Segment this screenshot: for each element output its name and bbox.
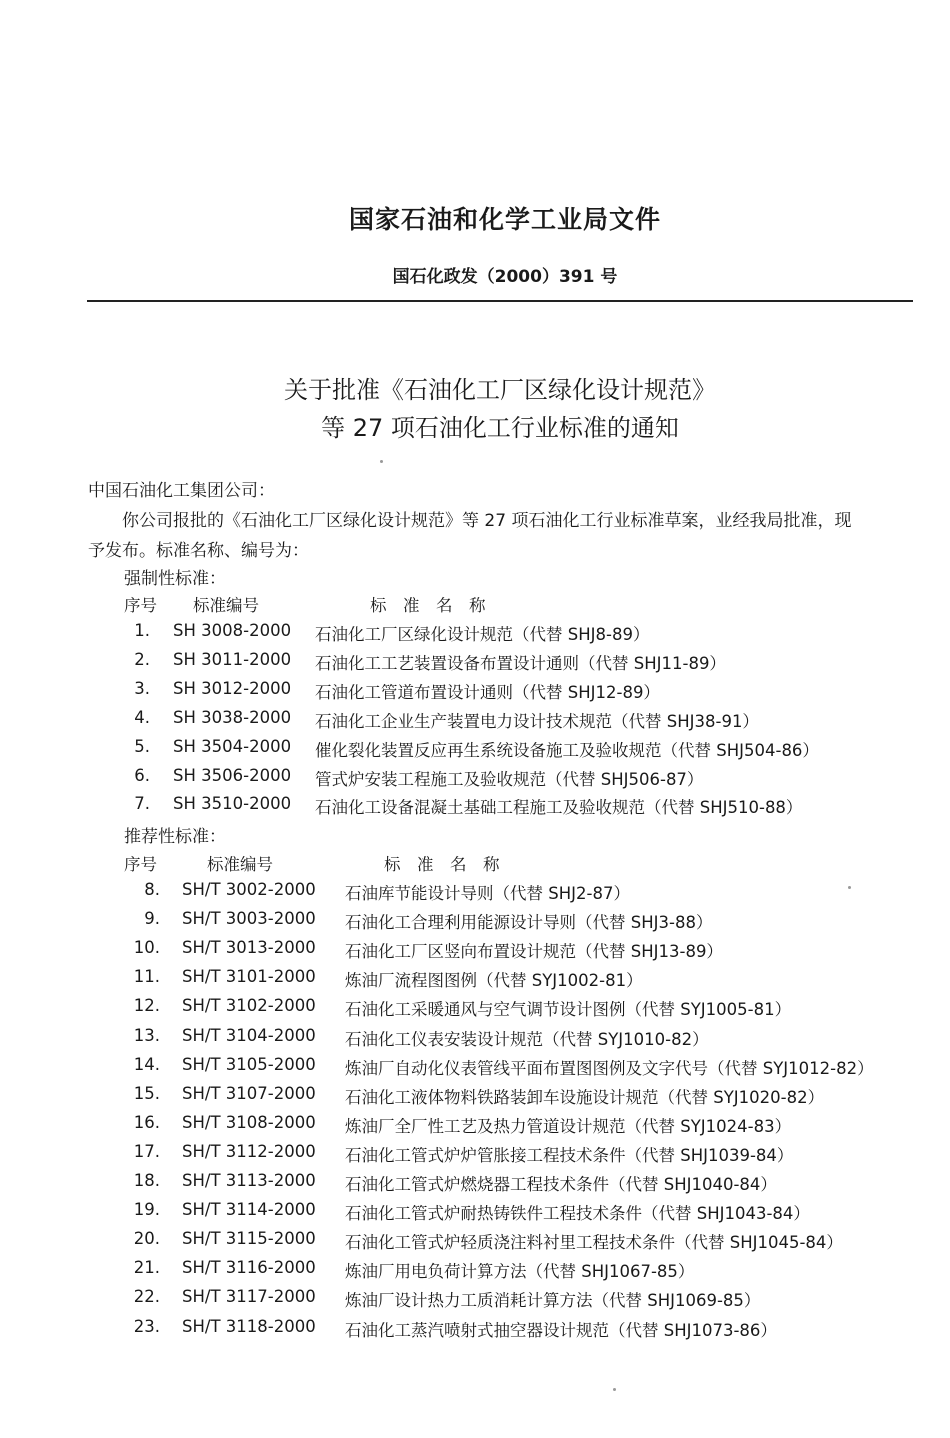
row-number: 14. [133,1054,160,1074]
standard-name: 石油化工管式炉燃烧器工程技术条件（代替 SHJ1040-84） [345,1175,777,1194]
row-number: 19. [133,1200,160,1220]
table-row [0,737,950,761]
table-row [0,1317,950,1341]
table-row [0,1171,950,1195]
standard-code: SH/T 3013-2000 [182,938,316,958]
standard-name: 石油化工采暖通风与空气调节设计图例（代替 SYJ1005-81） [345,1000,792,1020]
table-row [0,650,950,674]
standard-code: SH/T 3102-2000 [182,996,316,1016]
table-row [0,1142,950,1166]
standard-code: SH/T 3003-2000 [182,909,316,929]
standard-name: 炼油厂自动化仪表管线平面布置图图例及文字代号（代替 SYJ1012-82） [345,1058,874,1078]
standard-code: SH/T 3116-2000 [182,1258,316,1278]
col-header-code: 标准编号 [193,596,259,615]
row-number: 20. [133,1229,160,1249]
row-number: 5. [134,736,150,756]
table-row [0,794,950,818]
row-number: 18. [133,1171,160,1190]
row-number: 10. [133,938,160,958]
table-row [0,938,950,962]
row-number: 11. [133,967,160,987]
standard-name: 催化裂化装置反应再生系统设备施工及验收规范（代替 SHJ504-86） [315,740,819,760]
standard-name: 炼油厂用电负荷计算方法（代替 SHJ1067-85） [345,1262,695,1282]
row-number: 13. [133,1025,160,1045]
row-number: 21. [133,1258,160,1278]
row-number: 23. [133,1316,160,1336]
standard-name: 石油化工工艺装置设备布置设计通则（代替 SHJ11-89） [315,653,726,673]
col-header-no: 序号 [124,596,157,615]
col-header-no: 序号 [124,855,157,874]
document-number: 国石化政发（2000）391 号 [392,267,618,287]
table-row [0,1113,950,1137]
scan-speck [613,1388,616,1391]
row-number: 9. [144,909,160,929]
standard-name: 管式炉安装工程施工及验收规范（代替 SHJ506-87） [315,769,704,789]
table-row [0,967,950,991]
scan-speck [848,886,851,889]
row-number: 17. [133,1141,160,1161]
standard-name: 石油化工管式炉耐热铸铁件工程技术条件（代替 SHJ1043-84） [345,1204,810,1224]
standard-name: 石油化工仪表安装设计规范（代替 SYJ1010-82） [345,1029,709,1049]
standard-code: SH 3012-2000 [173,678,292,698]
standard-name: 炼油厂全厂性工艺及热力管道设计规范（代替 SYJ1024-83） [345,1116,792,1136]
standard-code: SH 3008-2000 [173,621,292,640]
standard-name: 石油化工厂区竖向布置设计规范（代替 SHJ13-89） [345,942,723,962]
row-number: 1. [134,621,150,640]
row-number: 12. [133,996,160,1016]
mandatory-heading: 强制性标准： [124,569,226,589]
standard-name: 石油化工管式炉轻质浇注料衬里工程技术条件（代替 SHJ1045-84） [345,1233,843,1253]
row-number: 6. [134,765,150,785]
row-number: 2. [134,649,150,669]
table-row [0,880,950,904]
recommended-heading: 推荐性标准： [124,827,226,847]
col-header-code: 标准编号 [207,855,273,874]
header-divider [87,300,913,302]
table-row [0,1055,950,1079]
standard-code: SH/T 3117-2000 [182,1287,316,1307]
table-row [0,1258,950,1282]
standard-name: 石油化工厂区绿化设计规范（代替 SHJ8-89） [315,625,650,644]
col-header-name: 标 准 名 称 [384,855,500,874]
standard-code: SH/T 3101-2000 [182,967,316,987]
standard-name: 石油化工企业生产装置电力设计技术规范（代替 SHJ38-91） [315,711,759,731]
standard-code: SH 3510-2000 [173,794,292,814]
standard-name: 炼油厂流程图图例（代替 SYJ1002-81） [345,971,643,991]
table-row [0,909,950,933]
addressee: 中国石油化工集团公司： [88,481,275,501]
standard-name: 炼油厂设计热力工质消耗计算方法（代替 SHJ1069-85） [345,1291,761,1311]
mandatory-column-headers [0,592,950,616]
standard-name: 石油化工管式炉炉管胀接工程技术条件（代替 SHJ1039-84） [345,1145,794,1165]
table-row [0,679,950,703]
standard-code: SH/T 3104-2000 [182,1025,316,1045]
row-number: 4. [134,707,150,727]
standard-name: 石油化工合理利用能源设计导则（代替 SHJ3-88） [345,913,713,933]
standard-code: SH 3506-2000 [173,765,292,785]
table-row [0,1200,950,1224]
standard-code: SH/T 3108-2000 [182,1112,316,1132]
body-paragraph-line1: 你公司报批的《石油化工厂区绿化设计规范》等 27 项石油化工行业标准草案，业经我局批准，现 [122,511,852,531]
row-number: 16. [133,1112,160,1132]
standard-name: 石油化工蒸汽喷射式抽空器设计规范（代替 SHJ1073-86） [345,1320,777,1340]
body-paragraph-line2: 予发布。标准名称、编号为： [88,541,309,561]
notice-title-line2: 等 27 项石油化工行业标准的通知 [321,414,679,442]
row-number: 22. [133,1287,160,1307]
standard-code: SH/T 3002-2000 [182,880,316,899]
table-row [0,621,950,645]
col-header-name: 标 准 名 称 [370,596,486,615]
scan-speck [380,460,383,463]
standard-name: 石油化工管道布置设计通则（代替 SHJ12-89） [315,682,660,702]
standard-name: 石油化工设备混凝土基础工程施工及验收规范（代替 SHJ510-88） [315,798,803,818]
standard-code: SH/T 3113-2000 [182,1171,316,1190]
table-row [0,1229,950,1253]
standard-code: SH/T 3115-2000 [182,1229,316,1249]
notice-title-line1: 关于批准《石油化工厂区绿化设计规范》 [284,376,716,404]
standard-code: SH/T 3112-2000 [182,1141,316,1161]
standard-name: 石油化工液体物料铁路装卸车设施设计规范（代替 SYJ1020-82） [345,1087,825,1107]
table-row [0,708,950,732]
table-row [0,766,950,790]
standard-code: SH/T 3107-2000 [182,1083,316,1103]
standard-code: SH/T 3105-2000 [182,1054,316,1074]
row-number: 3. [134,678,150,698]
table-row [0,996,950,1020]
standard-code: SH/T 3118-2000 [182,1316,316,1336]
standard-code: SH 3038-2000 [173,707,292,727]
table-row [0,1084,950,1108]
recommended-column-headers [0,851,950,875]
standard-code: SH 3504-2000 [173,736,292,756]
table-row [0,1287,950,1311]
standard-name: 石油库节能设计导则（代替 SHJ2-87） [345,884,630,903]
standard-code: SH 3011-2000 [173,649,292,669]
standard-code: SH/T 3114-2000 [182,1200,316,1220]
agency-header: 国家石油和化学工业局文件 [348,205,661,234]
row-number: 15. [133,1083,160,1103]
row-number: 7. [134,794,150,814]
row-number: 8. [144,880,160,899]
table-row [0,1026,950,1050]
